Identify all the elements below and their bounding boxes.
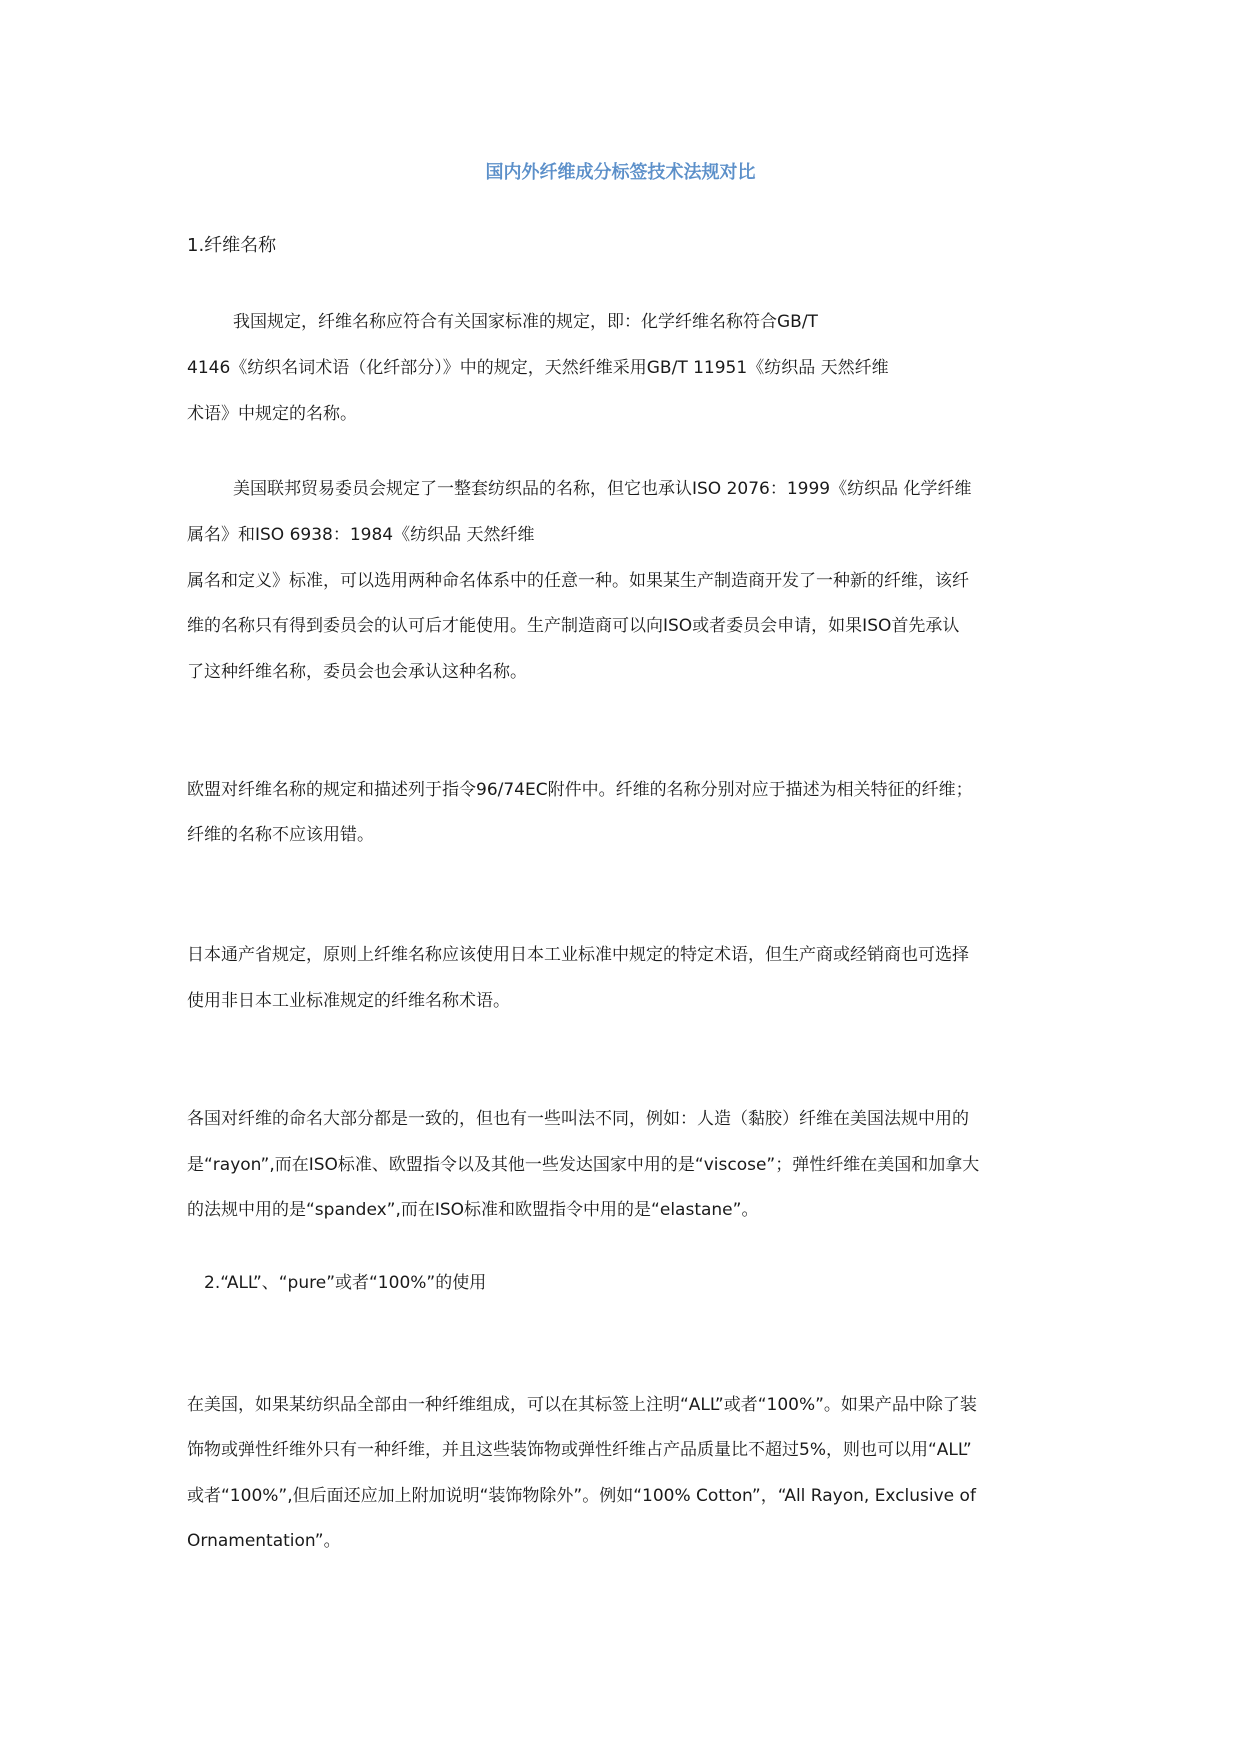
paragraph-line: 属名》和ISO 6938：1984《纺织品 天然纤维 — [187, 525, 535, 545]
paragraph-line: 欧盟对纤维名称的规定和描述列于指令96/74EC附件中。纤维的名称分别对应于描述为相关特征的纤维； — [187, 780, 973, 800]
paragraph-line: 各国对纤维的命名大部分都是一致的，但也有一些叫法不同，例如：人造（黏胶）纤维在美国法规中用的 — [187, 1109, 969, 1129]
paragraph-line: 维的名称只有得到委员会的认可后才能使用。生产制造商可以向ISO或者委员会申请，如果ISO首先承认 — [187, 616, 960, 636]
paragraph-line: 是“rayon”,而在ISO标准、欧盟指令以及其他一些发达国家中用的是“viscose”；弹性纤维在美国和加拿大 — [187, 1155, 980, 1175]
paragraph-line: Ornamentation”。 — [187, 1531, 341, 1551]
paragraph-line: 美国联邦贸易委员会规定了一整套纺织品的名称，但它也承认ISO 2076：1999《纺织品 化学纤维 — [233, 479, 972, 499]
paragraph-line: 我国规定，纤维名称应符合有关国家标准的规定，即：化学纤维名称符合GB/T — [233, 312, 818, 332]
paragraph-line: 了这种纤维名称，委员会也会承认这种名称。 — [187, 662, 527, 682]
paragraph-line: 纤维的名称不应该用错。 — [187, 825, 374, 845]
paragraph-line: 在美国，如果某纺织品全部由一种纤维组成，可以在其标签上注明“ALL”或者“100%”。如果产品中除了装 — [187, 1395, 977, 1415]
paragraph-line: 4146《纺织名词术语（化纤部分）》中的规定，天然纤维采用GB/T 11951《纺织品 天然纤维 — [187, 358, 889, 378]
paragraph-line: 或者“100%”,但后面还应加上附加说明“装饰物除外”。例如“100% Cotton”，“All Rayon, Exclusive of — [187, 1486, 976, 1506]
section-heading-fiber-names: 1.纤维名称 — [187, 235, 277, 256]
paragraph-line: 日本通产省规定，原则上纤维名称应该使用日本工业标准中规定的特定术语，但生产商或经销商也可选择 — [187, 945, 969, 965]
paragraph-line: 的法规中用的是“spandex”,而在ISO标准和欧盟指令中用的是“elastane”。 — [187, 1200, 759, 1220]
paragraph-line: 术语》中规定的名称。 — [187, 404, 357, 424]
section-heading-all-pure-100: 2.“ALL”、“pure”或者“100%”的使用 — [204, 1273, 487, 1293]
document-title: 国内外纤维成分标签技术法规对比 — [485, 162, 756, 183]
paragraph-line: 饰物或弹性纤维外只有一种纤维，并且这些装饰物或弹性纤维占产品质量比不超过5%，则也可以用“ALL” — [187, 1440, 972, 1460]
paragraph-line: 使用非日本工业标准规定的纤维名称术语。 — [187, 991, 510, 1011]
paragraph-line: 属名和定义》标准，可以选用两种命名体系中的任意一种。如果某生产制造商开发了一种新的纤维，该纤 — [187, 571, 969, 591]
